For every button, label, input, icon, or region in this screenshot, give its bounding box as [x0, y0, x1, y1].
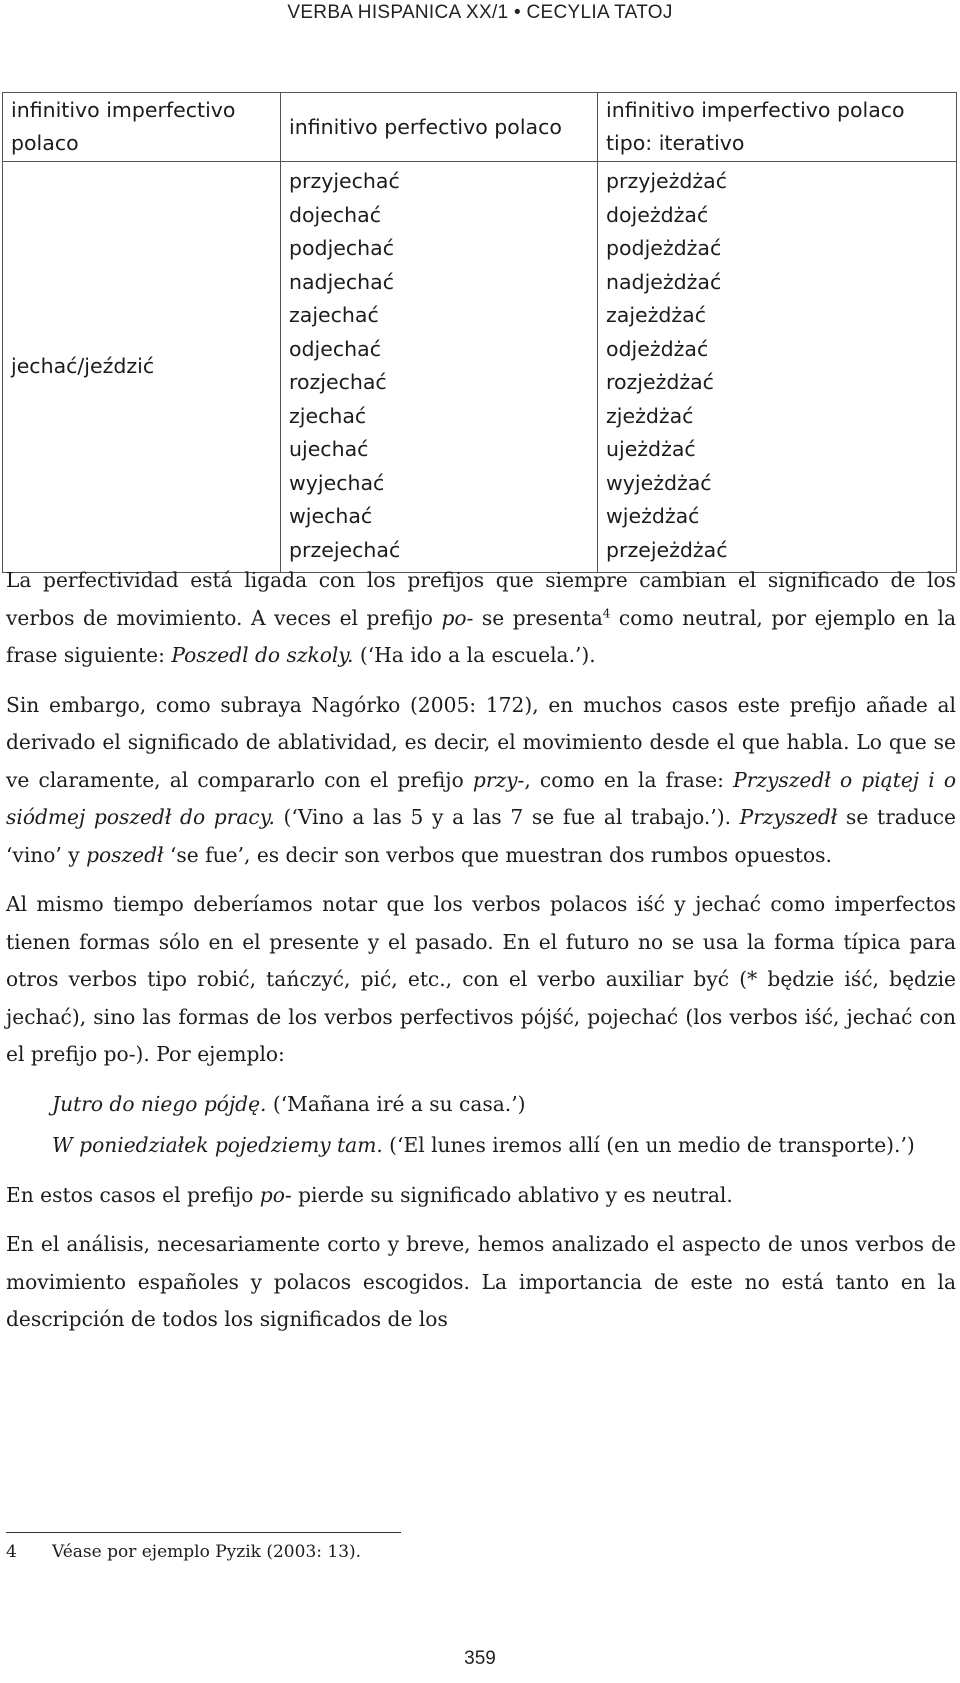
verb-item: dojeżdżać: [606, 202, 709, 227]
verb-item: odjechać: [289, 336, 381, 361]
verb-item: rozjechać: [289, 370, 387, 394]
example-sentence: [6, 1127, 956, 1165]
example-phrase: Przyszedł o piątej i o siódmej poszedł do pracy.: [6, 767, 956, 829]
paragraph: [6, 1177, 956, 1215]
verb-item: ujeżdżać: [606, 437, 696, 461]
verb-item: nadjechać: [289, 269, 394, 294]
example-phrase: Jutro do niego pójdę.: [52, 1091, 267, 1116]
verb-item: wjechać: [289, 504, 373, 528]
text: se presenta: [473, 605, 603, 630]
table-row: [3, 162, 957, 573]
iterative-list-cell: [598, 162, 957, 573]
paragraph: Al mismo tiempo deberíamos notar que los verbos polacos iść y jechać como imperfectos tienen formas sólo en el presente y el pasado. En el futuro no se usa la forma típica para otros verbos tipo robić, tańczyć, pić, etc., con el verbo auxiliar być (* będzie iść, będzie jechać), sino las formas de los verbos perfectivos pójść, pojechać (los verbos iść, jechać con el prefijo po-). Por ejemplo:: [6, 892, 956, 1066]
verb-table: [2, 92, 957, 573]
paragraph: En el análisis, necesariamente corto y breve, hemos analizado el aspecto de unos verbos de movimiento españoles y polacos escogidos. La importancia de este no está tanto en la descripción de todos los significados de los: [6, 1232, 956, 1331]
text: (‘Mañana iré a su casa.’): [266, 1091, 526, 1116]
text: (‘El lunes iremos allí (en un medio de transporte).’): [382, 1133, 915, 1157]
verb-item: zajeżdżać: [606, 303, 706, 327]
example-word: poszedł: [86, 842, 164, 867]
verb-item: nadjeżdżać: [606, 269, 722, 294]
table-header-cell: infinitivo imperfectivo polaco tipo: iterativo: [598, 93, 957, 162]
verb-item: odjeżdżać: [606, 336, 709, 361]
running-header: VERBA HISPANICA XX/1 • CECYLIA TATOJ: [287, 2, 673, 23]
verb-item: zjechać: [289, 403, 367, 428]
verb-item: przyjechać: [289, 169, 400, 193]
footnote-text: Véase por ejemplo Pyzik (2003: 13).: [52, 1542, 362, 1562]
verb-item: wyjechać: [289, 470, 385, 495]
base-verb-cell: jechać/jeździć: [3, 162, 281, 573]
table-header-cell: infinitivo imperfectivo polaco: [3, 93, 281, 162]
verb-item: ujechać: [289, 437, 369, 461]
footnote-ref: 4: [602, 605, 611, 620]
prefix-term: po-: [441, 605, 474, 630]
footnote-number: 4: [6, 1542, 17, 1562]
prefix-term: przy-: [472, 767, 525, 792]
verb-item: wjeżdżać: [606, 504, 700, 528]
verb-item: podjechać: [289, 236, 394, 260]
text: ‘se fue’, es decir son verbos que muestran dos rumbos opuestos.: [163, 842, 832, 867]
verb-item: przejechać: [289, 537, 401, 562]
example-sentence: [6, 1086, 956, 1124]
paragraph: [6, 562, 956, 675]
table-header-row: [3, 93, 957, 162]
article-body: [6, 562, 956, 1339]
verb-item: podjeżdżać: [606, 236, 722, 260]
verb-item: przejeżdżać: [606, 537, 728, 562]
text: En estos casos el prefijo: [6, 1182, 260, 1207]
paragraph: [6, 687, 956, 875]
text: Sin embargo, como subraya Nagórko (2005: 172), en muchos casos este prefijo añade al derivado el significado de ablatividad, es decir, el movimiento desde el que habla. Lo que se ve claramente, al compararlo con el prefijo: [6, 692, 956, 792]
footnote-divider: [6, 1532, 401, 1533]
verb-item: dojechać: [289, 202, 381, 227]
text: se traduce ‘vino’ y: [6, 805, 956, 867]
verb-item: wyjeżdżać: [606, 470, 712, 495]
footnote: [6, 1537, 906, 1567]
text: (‘Vino a las 5 y a las 7 se fue al trabajo.’).: [274, 805, 740, 829]
verb-item: przyjeżdżać: [606, 169, 728, 193]
verb-item: zjeżdżać: [606, 403, 694, 428]
verb-item: zajechać: [289, 303, 379, 327]
example-word: Przyszedł: [739, 805, 838, 829]
text: como neutral, por ejemplo en la frase siguiente:: [6, 605, 956, 667]
text: La perfectividad está ligada con los prefijos que siempre cambian el significado de los verbos de movimiento. A veces el prefijo: [6, 568, 956, 630]
example-phrase: Poszedl do szkoly.: [171, 643, 354, 667]
text: (‘Ha ido a la escuela.’).: [353, 643, 596, 667]
verb-item: rozjeżdżać: [606, 370, 714, 394]
perfective-list-cell: [281, 162, 598, 573]
prefix-term: po-: [259, 1182, 292, 1207]
table-header-cell: infinitivo perfectivo polaco: [281, 93, 598, 162]
page-number: 359: [464, 1648, 496, 1669]
example-phrase: W poniedziałek pojedziemy tam.: [52, 1133, 383, 1157]
text: , como en la frase:: [524, 767, 734, 792]
text: pierde su significado ablativo y es neutral.: [291, 1182, 733, 1207]
